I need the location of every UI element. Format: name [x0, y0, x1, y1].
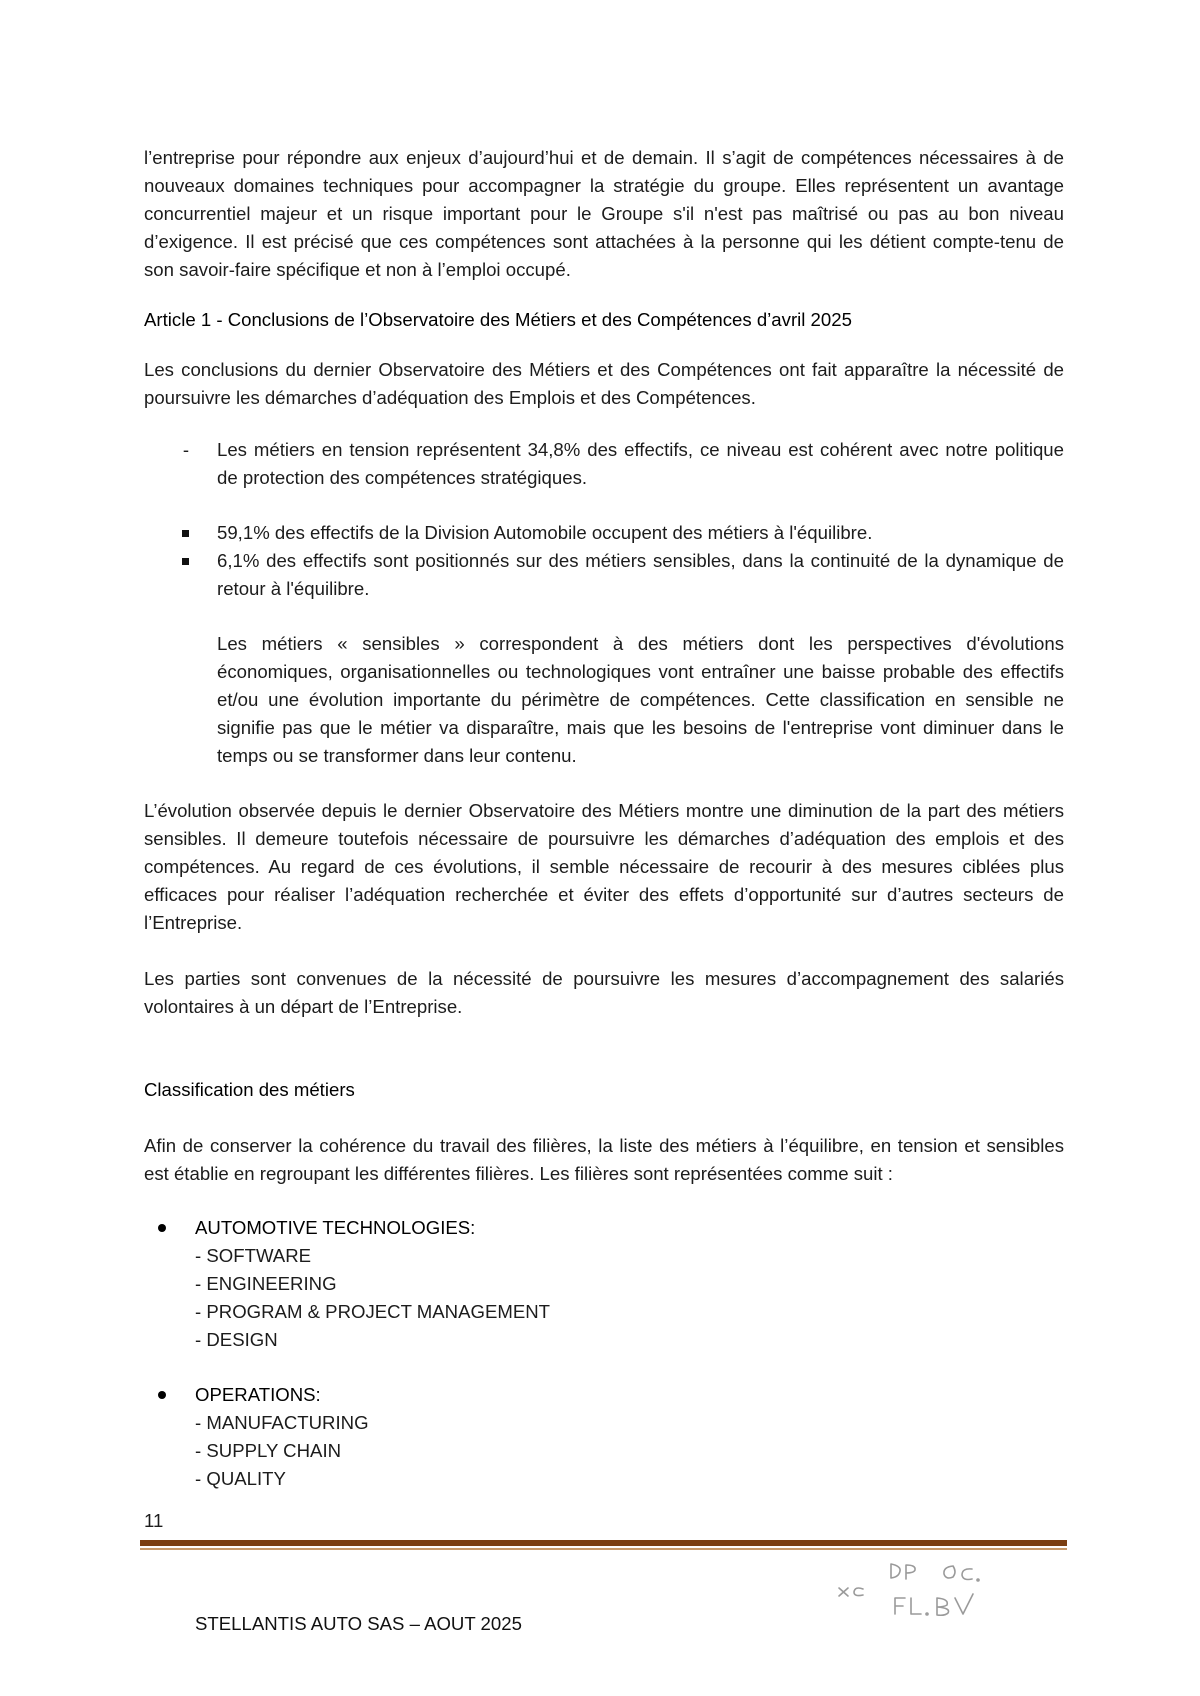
sensibles-definition: Les métiers « sensibles » correspondent à des métiers dont les perspectives d'évolutions économiques, organisationnelles ou technologiques vont entraîner une baisse probable des effectifs et/ou une évolution importante du périmètre de compétences. Cette classification en sensible ne signifie pas que le métier va disparaître, mais que les besoins de l'entreprise vont diminuer dans le temps ou se transformer dans leur contenu.: [217, 633, 1064, 766]
list-item: [144, 436, 1064, 492]
list-item-text: 59,1% des effectifs de la Division Automobile occupent des métiers à l'équilibre.: [217, 522, 873, 543]
filiere-item: - PROGRAM & PROJECT MANAGEMENT: [195, 1301, 551, 1322]
filiere-title: AUTOMOTIVE TECHNOLOGIES:: [195, 1217, 476, 1238]
document-body: [144, 144, 1064, 1520]
filiere-item: - MANUFACTURING: [195, 1412, 369, 1433]
round-bullet-icon: [158, 1391, 166, 1399]
afin-paragraph: Afin de conserver la cohérence du travail des filières, la liste des métiers à l’équilibre, en tension et sensibles est établie en regroupant les différentes filières. Les filières sont représentées comme suit :: [144, 1135, 1064, 1184]
classification-heading: Classification des métiers: [144, 1079, 355, 1100]
intro-paragraph: l’entreprise pour répondre aux enjeux d’aujourd’hui et de demain. Il s’agit de compétences nécessaires à de nouveaux domaines techniques pour accompagner la stratégie du groupe. Elles représentent un avantage concurrentiel majeur et un risque important pour le Groupe s'il n'est pas maîtrisé ou pas au bon niveau d’exigence. Il est précisé que ces compétences sont attachées à la personne qui les détient compte-tenu de son savoir-faire spécifique et non à l’emploi occupé.: [144, 147, 1064, 280]
effectifs-list: [144, 519, 1064, 603]
list-item-text: Les métiers en tension représentent 34,8% des effectifs, ce niveau est cohérent avec notre politique de protection des compétences stratégiques.: [217, 439, 1064, 488]
filiere-automotive-technologies: [144, 1214, 1064, 1354]
conclusions-paragraph: Les conclusions du dernier Observatoire des Métiers et des Compétences ont fait apparaître la nécessité de poursuivre les démarches d’adéquation des Emplois et des Compétences.: [144, 359, 1064, 408]
filiere-item: - SOFTWARE: [195, 1245, 312, 1266]
footer-rule: [140, 1540, 1067, 1546]
filiere-item: - DESIGN: [195, 1329, 278, 1350]
filiere-operations: [144, 1381, 1064, 1493]
handwritten-initials-signature: [835, 1558, 1010, 1628]
square-bullet-icon: [182, 530, 189, 537]
filiere-item: - QUALITY: [195, 1468, 286, 1489]
parties-paragraph: Les parties sont convenues de la nécessité de poursuivre les mesures d’accompagnement des salariés volontaires à un départ de l’Entreprise.: [144, 968, 1064, 1017]
footer-company: STELLANTIS AUTO SAS – AOUT 2025: [195, 1613, 522, 1634]
article-1-heading: Article 1 - Conclusions de l’Observatoire des Métiers et des Compétences d’avril 2025: [144, 309, 852, 330]
evolution-paragraph: L’évolution observée depuis le dernier Observatoire des Métiers montre une diminution de la part des métiers sensibles. Il demeure toutefois nécessaire de poursuivre les démarches d’adéquation des emplois et des compétences. Au regard de ces évolutions, il semble nécessaire de recourir à des mesures ciblées plus efficaces pour réaliser l’adéquation recherchée et éviter des effets d’opportunité sur d’autres secteurs de l’Entreprise.: [144, 800, 1064, 933]
filiere-item: - ENGINEERING: [195, 1273, 337, 1294]
list-item-text: 6,1% des effectifs sont positionnés sur des métiers sensibles, dans la continuité de la dynamique de retour à l'équilibre.: [217, 550, 1064, 599]
footer-rule-light: [140, 1548, 1067, 1550]
tension-list: [144, 436, 1064, 492]
list-item: [144, 519, 1064, 547]
page-number: 11: [144, 1510, 164, 1531]
round-bullet-icon: [158, 1224, 166, 1232]
square-bullet-icon: [182, 558, 189, 565]
list-item: [144, 547, 1064, 603]
filiere-title: OPERATIONS:: [195, 1384, 321, 1405]
filiere-item: - SUPPLY CHAIN: [195, 1440, 342, 1461]
dash-marker: -: [182, 439, 190, 460]
